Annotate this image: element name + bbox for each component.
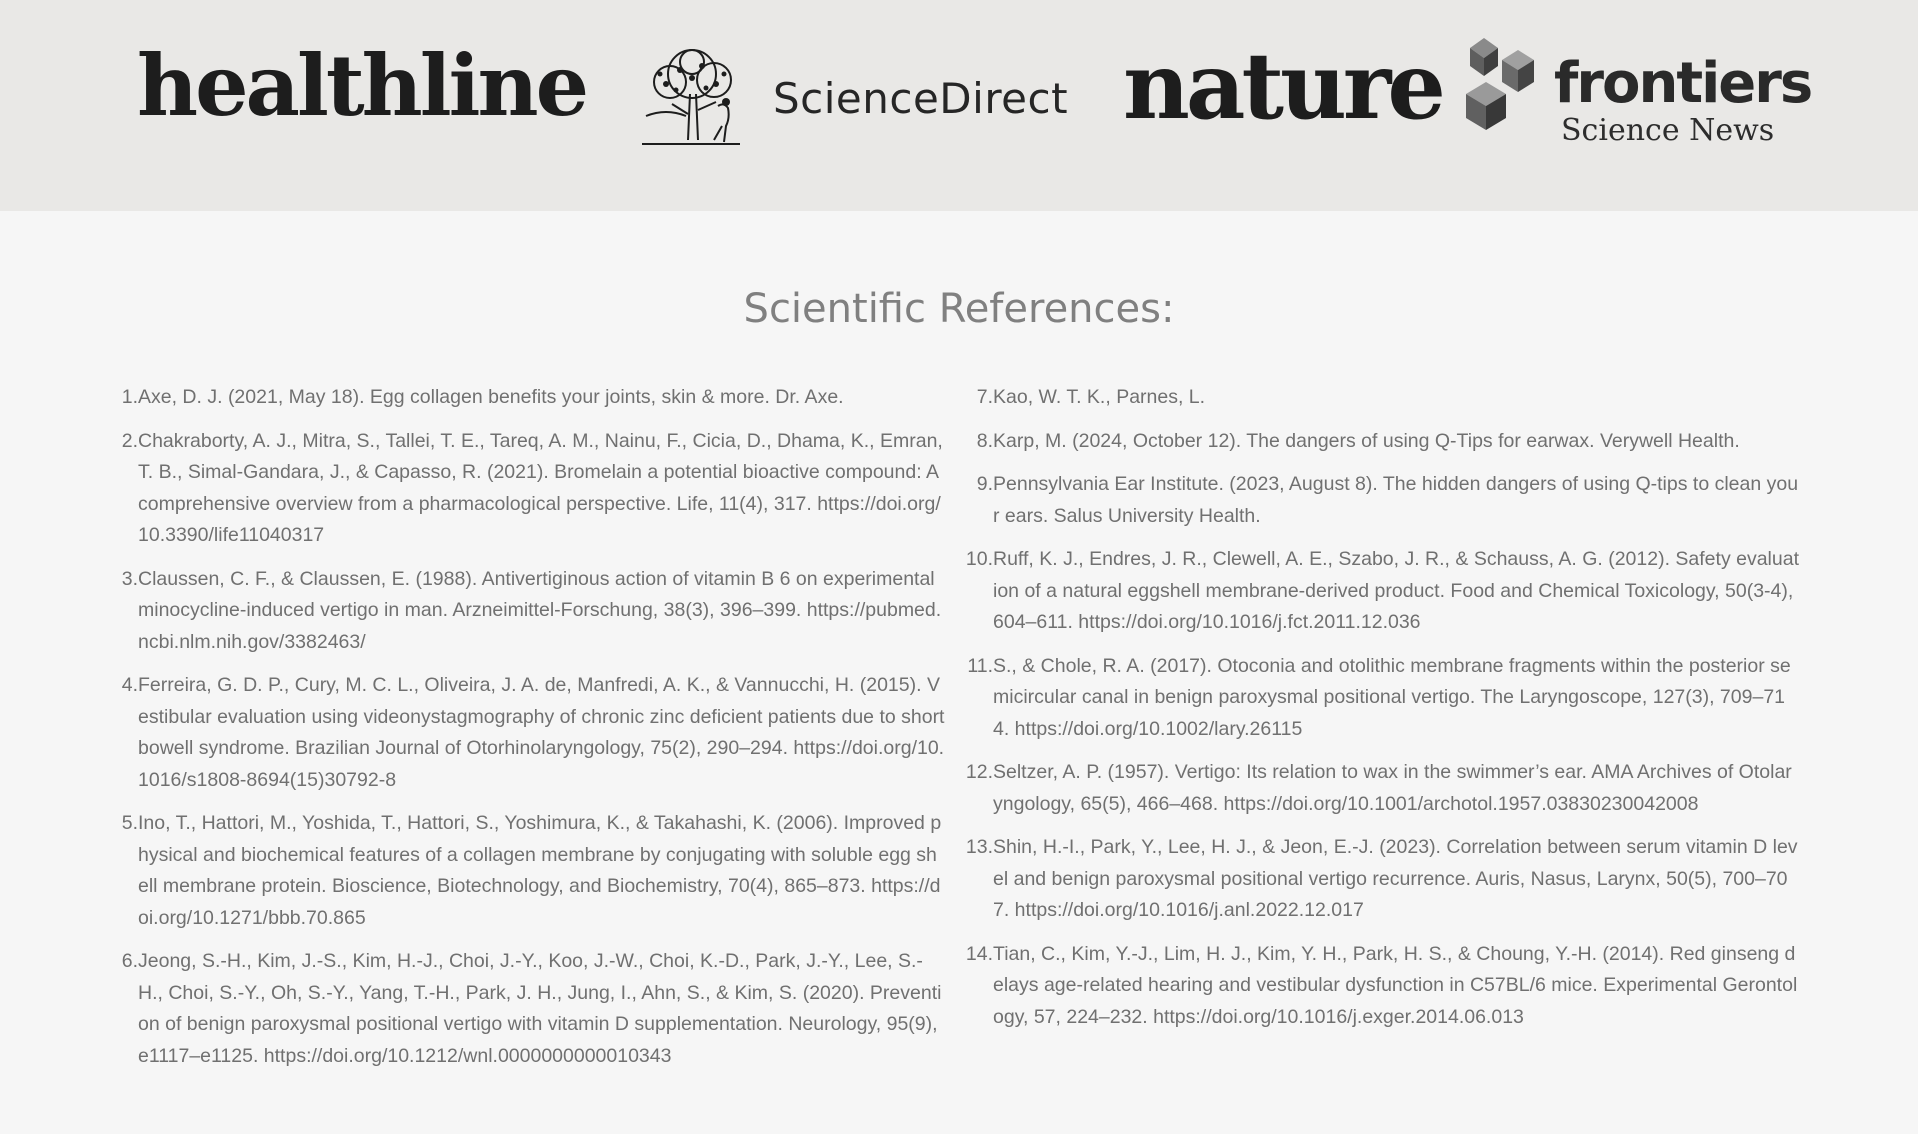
elsevier-tree-icon [632,44,750,152]
reference-text: Axe, D. J. (2021, May 18). Egg collagen benefits your joints, skin & more. Dr. Axe. [138,386,844,408]
reference-number: 2. [121,429,138,452]
reference-item [955,382,1801,414]
reference-text: Ino, T., Hattori, M., Yoshida, T., Hattori, S., Yoshimura, K., & Takahashi, K. (2006). Improved physical and biochemical features of a collagen membrane by conjugating with soluble egg shell membrane protein. Bioscience, Biotechnology, and Biochemistry, 70(4), 865–873. https://doi.org/10.1271/bbb.70.865 [138,812,942,929]
nature-logo: nature [1123,32,1442,140]
frontiers-wordmark: frontiers [1554,51,1812,116]
publisher-logo-bar [0,0,1918,211]
reference-text: Chakraborty, A. J., Mitra, S., Tallei, T. E., Tareq, A. M., Nainu, F., Cicia, D., Dhama, K., Emran, T. B., Simal-Gandara, J., & Capasso, R. (2021). Bromelain a potential bioactive compound: A comprehensive overview from a pharmacological perspective. Life, 11(4), 317. https://doi.org/10.3390/life11040317 [138,429,943,546]
reference-text: Tian, C., Kim, Y.-J., Lim, H. J., Kim, Y. H., Park, H. S., & Choung, Y.-H. (2014). Red ginseng delays age-related hearing and vestibular dysfunction in C57BL/6 mice. Experimental Gerontology, 57, 224–232. https://doi.org/10.1016/j.exger.2014.06.013 [993,942,1798,1028]
page-title: Scientific References: [743,286,1175,332]
frontiers-cubes-icon [1462,34,1544,132]
reference-number: 6. [121,950,138,972]
reference-item [955,939,1801,1034]
sciencedirect-wordmark: ScienceDirect [773,73,1069,123]
reference-item [100,426,945,552]
reference-text: Jeong, S.-H., Kim, J.-S., Kim, H.-J., Choi, J.-Y., Koo, J.-W., Choi, K.-D., Park, J.-Y., Lee, S.-H., Choi, S.-Y., Oh, S.-Y., Yang, T.-H., Park, J. H., Jung, I., Ahn, S., & Kim, S. (2020). Prevention of benign paroxysmal positional vertigo with vitamin D supplementation. Neurology, 95(9), e1117–e1125. https://doi.org/10.1212/wnl.0000000000010343 [138,950,942,1067]
reference-item [955,544,1801,639]
reference-item [100,564,945,659]
sciencedirect-logo [632,44,1068,152]
reference-item [955,651,1801,746]
reference-item [955,426,1801,458]
reference-item [955,469,1801,532]
frontiers-logo [1462,34,1811,154]
reference-number: 11. [967,654,993,677]
reference-item [100,808,945,934]
reference-number: 10. [965,548,993,570]
reference-text: S., & Chole, R. A. (2017). Otoconia and otolithic membrane fragments within the posterior semicircular canal in benign paroxysmal positional vertigo. The Laryngoscope, 127(3), 709–714. https://doi.org/10.1002/lary.26115 [993,654,1791,740]
reference-text: Pennsylvania Ear Institute. (2023, August 8). The hidden dangers of using Q-tips to clean your ears. Salus University Health. [993,473,1799,527]
reference-number: 13. [965,836,993,858]
reference-item [955,757,1801,820]
reference-number: 4. [121,674,138,696]
reference-item [100,670,945,796]
healthline-logo: healthline [137,36,587,135]
frontiers-subtitle: Science News [1561,113,1775,148]
references-left-column [100,382,945,1084]
reference-item [100,946,945,1072]
reference-text: Ruff, K. J., Endres, J. R., Clewell, A. E., Szabo, J. R., & Schauss, A. G. (2012). Safety evaluation of a natural eggshell membrane-derived product. Food and Chemical Toxicology, 50(3-4), 604–611. https://doi.org/10.1016/j.fct.2011.12.036 [993,548,1799,633]
reference-text: Claussen, C. F., & Claussen, E. (1988). Antivertiginous action of vitamin B 6 on experimental minocycline-induced vertigo in man. Arzneimittel-Forschung, 38(3), 396–399. https://pubmed.ncbi.nlm.nih.gov/3382463/ [138,567,942,653]
reference-text: Seltzer, A. P. (1957). Vertigo: Its relation to wax in the swimmer’s ear. AMA Archives of Otolaryngology, 65(5), 466–468. https://doi.org/10.1001/archotol.1957.03830230042008 [993,761,1792,815]
reference-number: 12. [965,761,993,783]
reference-item [955,832,1801,927]
reference-item [100,382,945,414]
reference-text: Kao, W. T. K., Parnes, L. [993,386,1206,408]
reference-number: 3. [121,567,138,590]
reference-number: 8. [976,429,993,452]
reference-number: 1. [121,386,138,408]
references-right-column [955,382,1801,1045]
reference-text: Karp, M. (2024, October 12). The dangers of using Q-Tips for earwax. Verywell Health. [993,429,1740,452]
reference-number: 5. [121,812,138,834]
reference-number: 9. [976,473,993,495]
reference-text: Shin, H.-I., Park, Y., Lee, H. J., & Jeon, E.-J. (2023). Correlation between serum vitamin D level and benign paroxysmal positional vertigo recurrence. Auris, Nasus, Larynx, 50(5), 700–707. https://doi.org/10.1016/j.anl.2022.12.017 [993,836,1798,921]
reference-text: Ferreira, G. D. P., Cury, M. C. L., Oliveira, J. A. de, Manfredi, A. K., & Vannucchi, H. (2015). Vestibular evaluation using videonystagmography of chronic zinc deficient patients due to short bowell syndrome. Brazilian Journal of Otorhinolaryngology, 75(2), 290–294. https://doi.org/10.1016/s1808-8694(15)30792-8 [138,674,945,791]
reference-number: 14. [965,942,993,965]
references-list [0,382,1918,1102]
reference-number: 7. [976,386,993,408]
